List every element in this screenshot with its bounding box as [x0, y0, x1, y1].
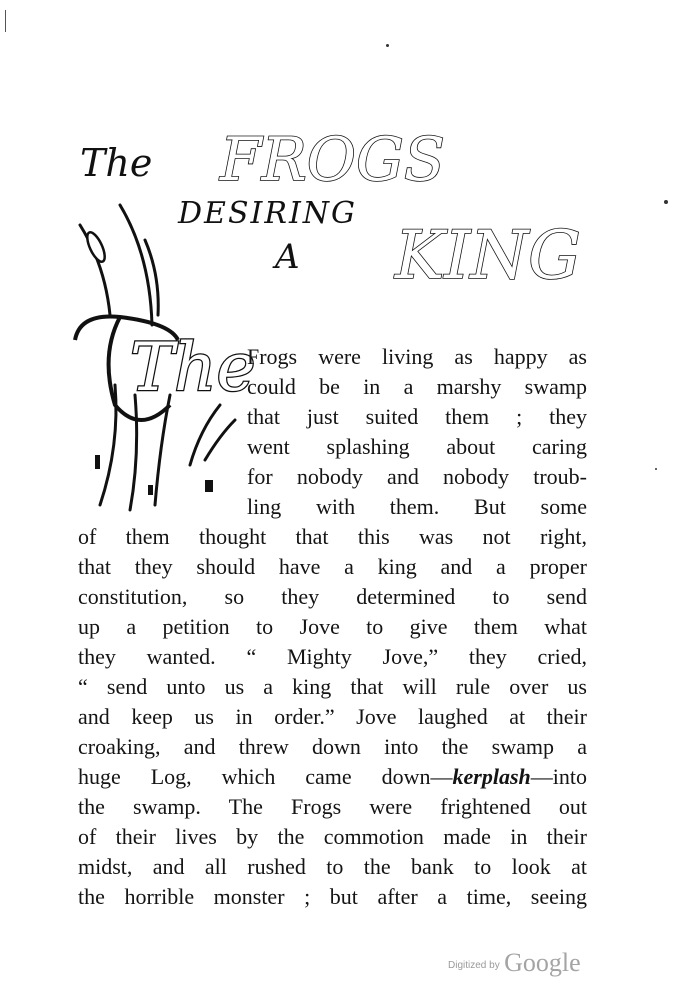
- scan-speck: [664, 200, 668, 204]
- text-line: the horrible monster ; but after a time, seeing: [78, 884, 587, 909]
- text-line: that they should have a king and a proper: [78, 554, 587, 579]
- text-line: midst, and all rushed to the bank to look at: [78, 854, 587, 879]
- text-line: the swamp. The Frogs were frightened out: [78, 794, 587, 819]
- text-line: of their lives by the commotion made in their: [78, 824, 587, 849]
- text-line: of them thought that this was not right,: [78, 524, 587, 549]
- text-segment: —into: [530, 764, 587, 789]
- scan-speck: [655, 468, 657, 470]
- drop-cap-illustration: [60, 205, 260, 525]
- text-line: went splashing about caring: [247, 434, 587, 459]
- cattail-icon: [84, 230, 108, 264]
- digitized-watermark: [448, 948, 581, 978]
- text-line: could be in a marshy swamp: [247, 374, 587, 399]
- text-line: for nobody and nobody troub-: [247, 464, 587, 489]
- text-line: that just suited them ; they: [247, 404, 587, 429]
- scan-edge-mark: [5, 10, 6, 32]
- text-line: Frogs were living as happy as: [247, 344, 587, 369]
- text-line: up a petition to Jove to give them what: [78, 614, 587, 639]
- title-a: A: [275, 237, 300, 277]
- text-line: “ send unto us a king that will rule over us: [78, 674, 587, 699]
- drop-cap: The: [130, 329, 256, 406]
- text-line: croaking, and threw down into the swamp a: [78, 734, 587, 759]
- text-line: they wanted. “ Mighty Jove,” they cried,: [78, 644, 587, 669]
- title-the: The: [80, 141, 153, 185]
- emphasis-word: kerplash: [452, 764, 531, 789]
- watermark-prefix: Digitized by: [448, 960, 500, 971]
- ink-mark: [148, 485, 153, 495]
- text-line: [78, 762, 587, 792]
- watermark-brand: Google: [504, 948, 581, 977]
- text-segment: huge Log, which came down—: [78, 764, 453, 789]
- ink-mark: [205, 480, 213, 492]
- title-frogs: FROGS: [220, 125, 446, 195]
- title-king: KING: [395, 217, 581, 294]
- text-line: ling with them. But some: [247, 494, 587, 519]
- ink-mark: [95, 455, 100, 469]
- text-line: constitution, so they determined to send: [78, 584, 587, 609]
- title-desiring: DESIRING: [178, 196, 358, 231]
- scan-speck: [386, 44, 389, 47]
- text-line: and keep us in order.” Jove laughed at their: [78, 704, 587, 729]
